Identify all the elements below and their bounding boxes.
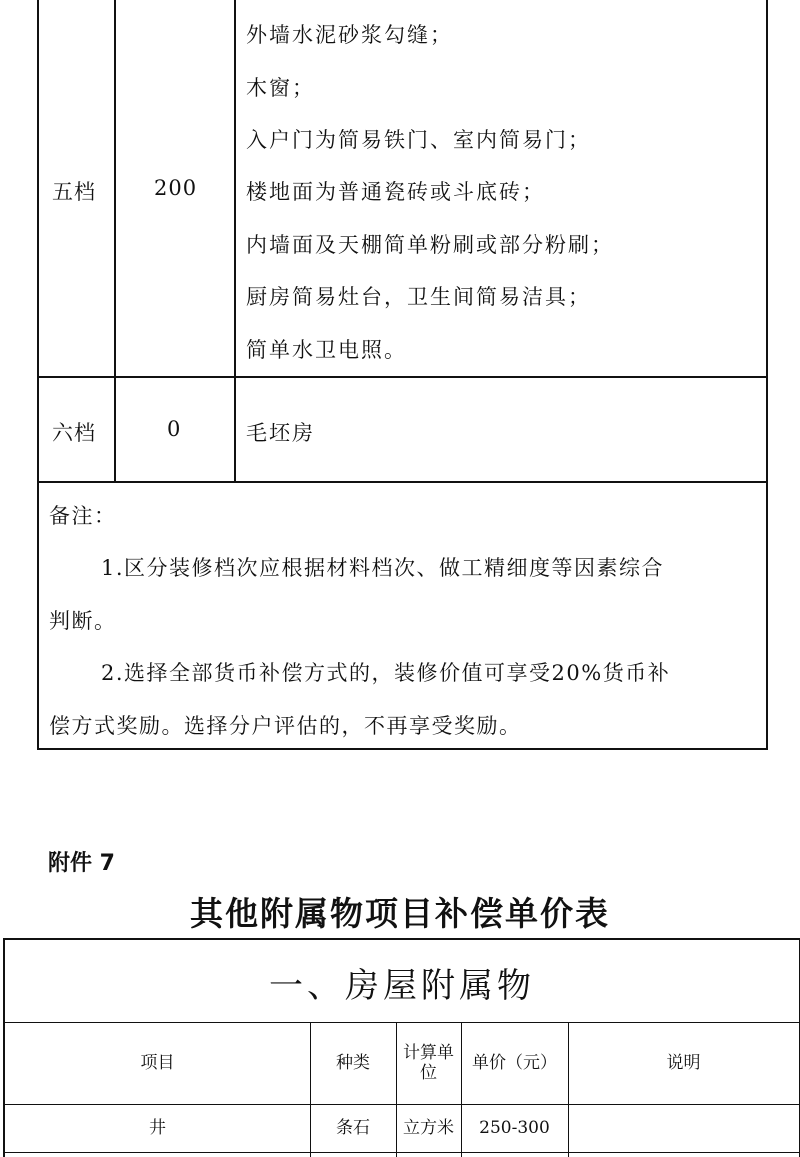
column-header-price: 单价（元） (472, 1052, 557, 1073)
grade-item: 内墙面及天棚简单粉刷或部分粉刷； (246, 233, 614, 257)
grade-label: 六档 (52, 421, 96, 445)
grade-item: 外墙水泥砂浆勾缝； (246, 23, 453, 47)
grade-item: 厨房简易灶台，卫生间简易洁具； (246, 285, 591, 309)
grade-description: 毛坯房 (246, 421, 315, 445)
grade-label: 五档 (52, 180, 96, 204)
grade-item: 木窗； (246, 76, 315, 100)
table-divider (39, 481, 766, 483)
grade-amount: 0 (167, 417, 182, 441)
column-header-unit-line: 计算单 (403, 1042, 454, 1063)
column-header-unit (396, 1022, 461, 1104)
decoration-grade-table (37, 0, 768, 750)
remarks-heading: 备注： (49, 504, 117, 528)
remark-line: 1.区分装修档次应根据材料档次、做工精细度等因素综合 (101, 556, 665, 580)
remark-line: 判断。 (49, 609, 117, 633)
table-divider (114, 0, 116, 482)
grade-amount: 200 (154, 176, 198, 200)
remark-line: 2.选择全部货币补偿方式的，装修价值可享受20%货币补 (101, 661, 671, 685)
column-header-note: 说明 (666, 1052, 701, 1073)
table-divider (234, 0, 236, 482)
section-title: 一、房屋附属物 (269, 966, 535, 1006)
page-title: 其他附属物项目补偿单价表 (190, 894, 610, 933)
attachment-label: 附件 7 (48, 851, 115, 876)
table-cell-type: 条石 (336, 1117, 370, 1138)
table-cell-unit: 立方米 (403, 1117, 454, 1138)
appurtenance-price-table (3, 938, 800, 1157)
table-cell-note (568, 1104, 799, 1152)
column-header-type: 种类 (336, 1052, 370, 1073)
grade-item: 入户门为简易铁门、室内简易门； (246, 128, 591, 152)
remark-line: 偿方式奖励。选择分户评估的，不再享受奖励。 (49, 714, 522, 738)
column-header-item: 项目 (140, 1052, 175, 1073)
table-divider (5, 1152, 799, 1153)
table-divider (39, 376, 766, 378)
table-cell-price: 250-300 (479, 1117, 550, 1138)
grade-item: 楼地面为普通瓷砖或斗底砖； (246, 180, 545, 204)
grade-item: 简单水卫电照。 (246, 338, 407, 362)
table-cell-item: 井 (149, 1117, 166, 1138)
column-header-unit-line: 位 (420, 1063, 437, 1083)
